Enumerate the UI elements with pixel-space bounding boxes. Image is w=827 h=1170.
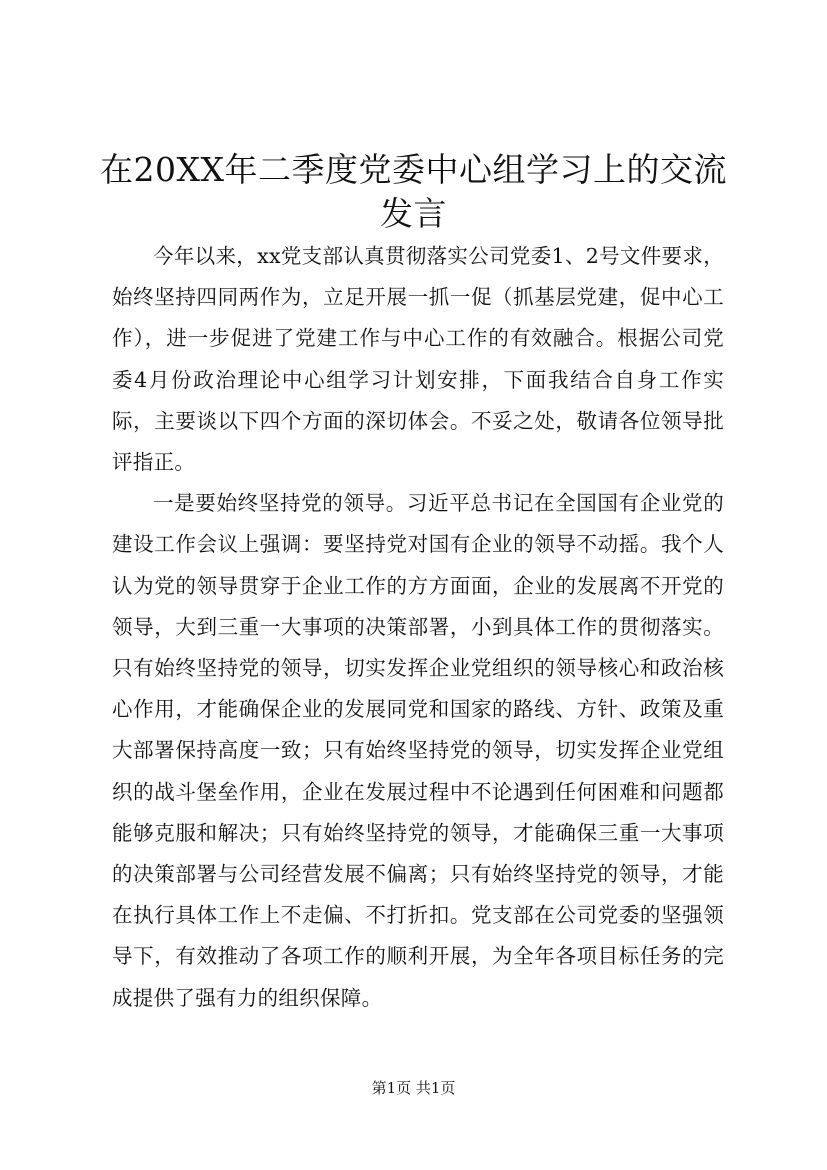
document-title: 在20XX年二季度党委中心组学习上的交流发言 (100, 150, 727, 233)
document-body (112, 236, 724, 1019)
paragraph-intro: 今年以来，xx党支部认真贯彻落实公司党委1、2号文件要求，始终坚持四同两作为，立足开展一抓一促（抓基层党建，促中心工作），进一步促进了党建工作与中心工作的有效融合。根据公司党委4月份政治理论中心组学习计划安排，下面我结合自身工作实际，主要谈以下四个方面的深切体会。不妥之处，敬请各位领导批评指正。 (112, 244, 724, 475)
paragraph-party-leadership: 一是要始终坚持党的领导。习近平总书记在全国国有企业党的建设工作会议上强调：要坚持党对国有企业的领导不动摇。我个人认为党的领导贯穿于企业工作的方方面面，企业的发展离不开党的领导，大到三重一大事项的决策部署，小到具体工作的贯彻落实。只有始终坚持党的领导，切实发挥企业党组织的领导核心和政治核心作用，才能确保企业的发展同党和国家的路线、方针、政策及重大部署保持高度一致；只有始终坚持党的领导，切实发挥企业党组织的战斗堡垒作用，企业在发展过程中不论遇到任何困难和问题都能够克服和解决；只有始终坚持党的领导，才能确保三重一大事项的决策部署与公司经营发展不偏离；只有始终坚持党的领导，才能在执行具体工作上不走偏、不打折扣。党支部在公司党委的坚强领导下，有效推动了各项工作的顺利开展，为全年各项目标任务的完成提供了强有力的组织保障。 (112, 491, 724, 1010)
page-number-footer: 第1页 共1页 (371, 1079, 456, 1097)
